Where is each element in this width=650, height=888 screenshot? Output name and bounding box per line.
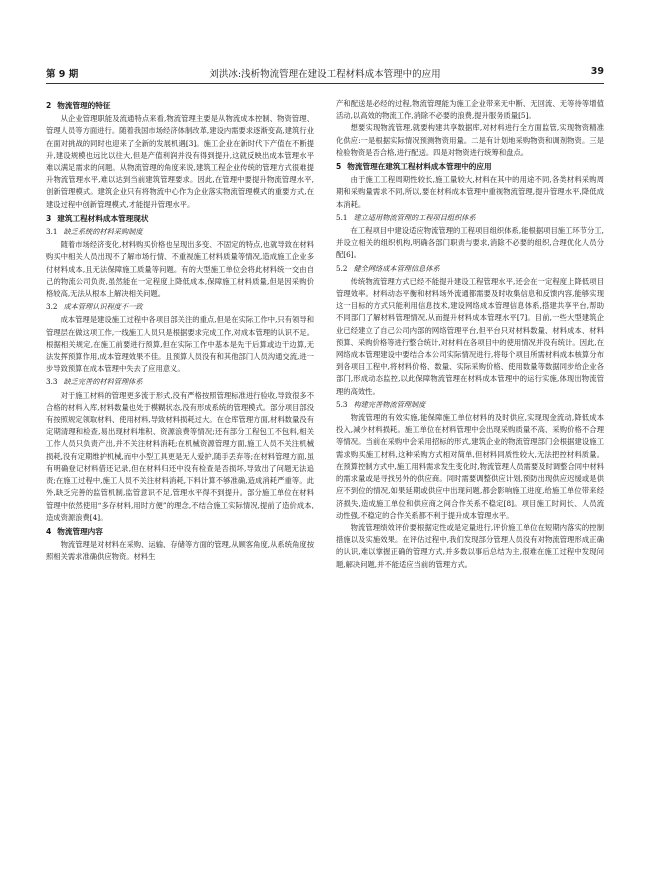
- section-heading: 3 建筑工程材料成本管理现状: [46, 213, 149, 223]
- paragraph: 成本管理是建设施工过程中各项目部关注的重点,但是在实际工作中,只有领导和管理层在做这项工作,一线施工人员只是根据要求完成工作,对成本管理的认识不足。根据相关规定,在施工前要进行预算,但在实际工作中基本是先干后算或边干边算,无法发挥预算作用,成本管理效果不佳。且预算人员没有和其他部门人员沟通交流,进一步导致预算在成本管理中失去了应用意义。: [46, 315, 314, 374]
- paragraph: 随着市场经济变化,材料购买价格也呈现出多变、不固定的特点,也就导致在材料购买中相关人员出现不了解市场行情、不重视施工材料质量等情况,造成施工企业多付材料成本,且无法保障施工质量等问题。有的大型施工单位会将此材料统一交由自己的物流公司负责,虽然能在一定程度上降低成本,保障施工材料质量,但是因采购价格较高,无法从根本上解决相关问题。: [46, 240, 314, 299]
- subsection-heading: 5.3 构建完善物流管理制度: [336, 399, 426, 409]
- subsection-heading: 5.2 健全网络成本管理信息体系: [336, 263, 440, 273]
- paragraph: 物流管理是对材料在采购、运输、存储等方面的管理,从顾客角度,从系统角度按照相关需求准确供应物资。材料生: [46, 540, 314, 562]
- paragraph: 想要实现物流管理,就要构建共享数据库,对材料进行全方面监管,实现物资精准化供应:一是根据实际情况预测物资用量。二是有计划地采购物资和调剂物资。三是检验物资是否合格,进行配送。四是对物资进行统筹和盘点。: [336, 123, 604, 157]
- left-column: [46, 98, 314, 564]
- paragraph: 在工程项目中建设适应物流管理的工程项目组织体系,能根据项目施工环节分工,并设立相关的组织机构,明确各部门职责与要求,消除不必要的组织,合理优化人员分配[6]。: [336, 226, 604, 260]
- running-title: 刘洪冰:浅析物流管理在建设工程材料成本管理中的应用: [209, 69, 441, 80]
- subsection-heading: 3.3 缺乏完善的材料管理体系: [46, 377, 143, 387]
- paragraph: 物流管理绩效评价要根据定性或是定量进行,评价施工单位在短期内落实的控制措施以及实施效果。在评估过程中,我们发现部分管理人员没有对物流管理形成正确的认识,难以掌握正确的管理方式,并多数以事后总结为主,很难在施工过程中发现问题,解决问题,并不能适应当前的管理方式。: [336, 522, 604, 569]
- section-heading: 5 物流管理在建筑工程材料成本管理中的应用: [336, 162, 492, 172]
- right-column: [336, 98, 604, 571]
- subsection-heading: 5.1 建立适用物流管理的工程项目组织体系: [336, 212, 476, 222]
- section-heading: 2 物流管理的特征: [46, 101, 111, 110]
- paragraph: 产和配送是必经的过程,物流管理能为施工企业带来无中断、无回流、无等待等增值活动,以高效的物流工作,消除不必要的浪费,提升服务质量[5]。: [336, 99, 604, 121]
- section-heading: 4 物流管理内容: [46, 526, 103, 536]
- page-header: [46, 66, 604, 81]
- paragraph: 由于施工工程周期性较长,施工量较大,材料在其中的用途不同,各类材料采购周期和采购量需求不同,所以,要在材料成本管理中重视物流管理,提升管理水平,降低成本消耗。: [336, 175, 604, 209]
- paragraph: 物流管理的有效实施,能保障施工单位材料的及时供应,实现现金流动,降低成本投入,减少材料损耗。施工单位在材料管理中会出现采购质量不高、采购价格不合理等情况。当前在采购中会采用招标的形式,建筑企业的物流管理部门会根据建设施工需求购买施工材料,这种采购方式相对简单,但材料同质性较大,无法把控材料质量。在预算控制方式中,施工用料需求发生变化时,物流管理人员需要及时调整合同中材料的需求量或是寻找另外的供应商。同时需要调整供应计划,预防出现供应迟缓或是供应不到位的情况,如果延期或供应中出现问题,都会影响施工进度,给施工单位带来经济损失,造成施工单位和供应商之间合作关系不稳定[8]。项目施工时间长、人员流动性强,不稳定的合作关系都不利于提升成本管理水平。: [336, 413, 604, 520]
- subsection-heading: 3.2 成本管理认识程度不一致: [46, 302, 143, 312]
- paragraph: 从企业管理职能及流通特点来看,物流管理主要是从物流成本控制、物资管理、管理人员等方面进行。随着我国市场经济体制改革,建设内需要求逐渐变高,建筑行业在面对挑战的同时也迎来了全新的发展机遇[3]。施工企业在新时代下产值在不断提升,建设规模也远比以往大,但是产值利润并没有得到提升,这就反映出成本管理水平难以满足需求的问题。从物流管理的角度来说,建筑工程企业传统的管理方式很难提升物流管理水平,难以达到当前建筑管理要求。因此,在管理中要提升物流管理水平,创新管理模式。建筑企业只有将物流中心作为企业落实物流管理模式的重要方式,在建设过程中创新管理模式,才能提升管理水平。: [46, 114, 314, 209]
- paragraph: 对于施工材料的管理更多流于形式,没有严格按照管理标准进行验收,导致很多不合格的材料入库,材料数量也处于模糊状态,没有形成系统的管理模式。部分项目部没有按照规定领取材料、使用材料,导致材料损耗过大。在仓库管理方面,材料数量没有定期清理和检查,易出现材料堆积、资源浪费等情况;还有部分工程包工不包料,相关工作人员只负责产出,并不关注材料消耗;在机械资源管理方面,施工人员不关注机械损耗,没有定期维护机械,而中小型工具更是无人爱护,随手丢弃等;在材料管理方面,虽有明确登记材料借还记录,但在材料归还中没有检查是否损坏,导致出了问题无法追责;在施工过程中,施工人员不关注材料消耗,下料计算不够准确,造成消耗严重等。此外,缺乏完善的监管机制,监管意识不足,管理水平得不到提升。部分施工单位在材料管理中依然使用“多存材料,用时方便”的理念,不结合施工实际情况,提前了造价成本,造成资源浪费[4]。: [46, 390, 314, 522]
- header-rule: [46, 83, 604, 84]
- subsection-heading: 3.1 缺乏系统的材料采购制度: [46, 227, 143, 237]
- page-number: 39: [590, 66, 604, 77]
- paragraph: 传统物流管理方式已经不能提升建设工程管理水平,还会在一定程度上降低项目管理效率。材料动态平衡和材料场外流通都需要及时收集信息和反馈内容,能够实现这一目标的方式只能利用信息技术,建设网络成本管理信息体系,搭建共享平台,帮助不同部门了解材料管理情况,从而提升材料成本管理水平[7]。目前,一些大型建筑企业已经建立了自己公司内部的网络管理平台,但平台只对材料数量、材料成本、材料预算、采购价格等进行整合统计,对材料在各项目中的使用情况并没有统计。因此,在网络成本管理建设中要结合本公司实际情况进行,将每个项目所需材料成本核算分布到各项目工程中,将材料价格、数量、实际采购价格、使用数量等数据同步给企业各部门,形成动态监控,以此保障物流管理在材料成本管理中的运行实施,体现出物流管理的高效性。: [336, 276, 604, 396]
- issue-number: 第 9 期: [46, 69, 79, 80]
